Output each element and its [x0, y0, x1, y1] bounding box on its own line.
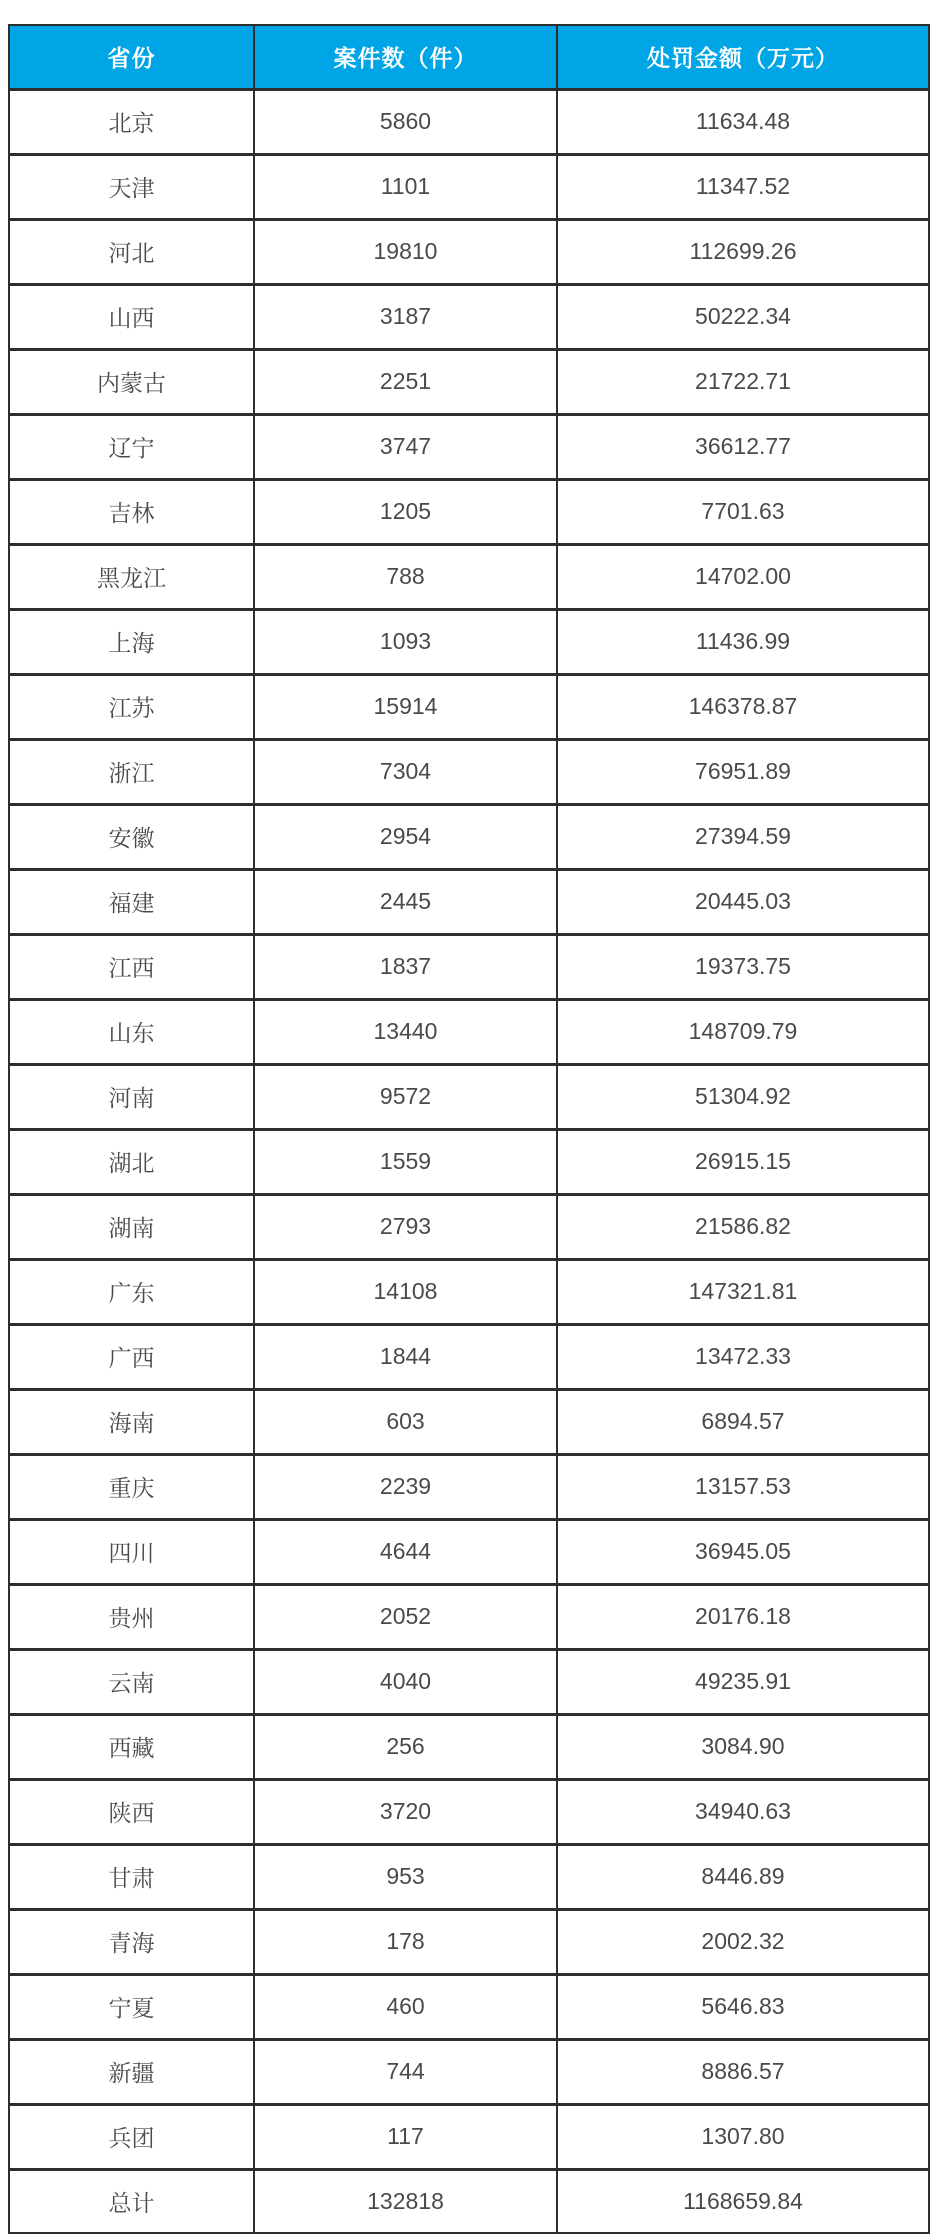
cases-cell: 19810: [254, 219, 557, 284]
cases-cell: 1101: [254, 154, 557, 219]
province-cell: 宁夏: [9, 1974, 254, 2039]
table-row: [9, 869, 929, 934]
amount-cell: 1168659.84: [557, 2169, 929, 2234]
table-row: [9, 1779, 929, 1844]
province-cell: 河南: [9, 1064, 254, 1129]
cases-cell: 4040: [254, 1649, 557, 1714]
table-row: [9, 1454, 929, 1519]
cases-cell: 744: [254, 2039, 557, 2104]
cases-cell: 460: [254, 1974, 557, 2039]
province-cell: 广西: [9, 1324, 254, 1389]
province-cell: 陕西: [9, 1779, 254, 1844]
cases-cell: 178: [254, 1909, 557, 1974]
table-row: [9, 999, 929, 1064]
amount-cell: 148709.79: [557, 999, 929, 1064]
table-row: [9, 2104, 929, 2169]
amount-cell: 50222.34: [557, 284, 929, 349]
province-cell: 河北: [9, 219, 254, 284]
cases-cell: 1093: [254, 609, 557, 674]
col-header-province: 省份: [9, 25, 254, 89]
table-row: [9, 609, 929, 674]
cases-cell: 4644: [254, 1519, 557, 1584]
table-row: [9, 349, 929, 414]
amount-cell: 5646.83: [557, 1974, 929, 2039]
amount-cell: 13472.33: [557, 1324, 929, 1389]
table-row: [9, 1129, 929, 1194]
table-row: [9, 804, 929, 869]
table-row: [9, 544, 929, 609]
cases-cell: 132818: [254, 2169, 557, 2234]
amount-cell: 146378.87: [557, 674, 929, 739]
province-cell: 重庆: [9, 1454, 254, 1519]
amount-cell: 27394.59: [557, 804, 929, 869]
cases-cell: 15914: [254, 674, 557, 739]
province-cell: 西藏: [9, 1714, 254, 1779]
amount-cell: 36612.77: [557, 414, 929, 479]
amount-cell: 8446.89: [557, 1844, 929, 1909]
col-header-amount: 处罚金额（万元）: [557, 25, 929, 89]
province-cell: 北京: [9, 89, 254, 154]
cases-cell: 1559: [254, 1129, 557, 1194]
amount-cell: 51304.92: [557, 1064, 929, 1129]
province-cell: 江苏: [9, 674, 254, 739]
province-cell: 安徽: [9, 804, 254, 869]
cases-cell: 3747: [254, 414, 557, 479]
amount-cell: 112699.26: [557, 219, 929, 284]
amount-cell: 147321.81: [557, 1259, 929, 1324]
province-cell: 兵团: [9, 2104, 254, 2169]
province-penalty-table: [8, 24, 930, 2234]
cases-cell: 3187: [254, 284, 557, 349]
amount-cell: 34940.63: [557, 1779, 929, 1844]
amount-cell: 7701.63: [557, 479, 929, 544]
province-cell: 内蒙古: [9, 349, 254, 414]
cases-cell: 2251: [254, 349, 557, 414]
table-row: [9, 739, 929, 804]
cases-cell: 2793: [254, 1194, 557, 1259]
cases-cell: 1205: [254, 479, 557, 544]
province-cell: 总计: [9, 2169, 254, 2234]
table-row: [9, 1909, 929, 1974]
table-row: [9, 1259, 929, 1324]
amount-cell: 76951.89: [557, 739, 929, 804]
cases-cell: 2239: [254, 1454, 557, 1519]
amount-cell: 49235.91: [557, 1649, 929, 1714]
province-cell: 福建: [9, 869, 254, 934]
table-row: [9, 1584, 929, 1649]
cases-cell: 2954: [254, 804, 557, 869]
table-row: [9, 1714, 929, 1779]
table-row: [9, 284, 929, 349]
col-header-cases: 案件数（件）: [254, 25, 557, 89]
cases-cell: 117: [254, 2104, 557, 2169]
amount-cell: 11347.52: [557, 154, 929, 219]
table-row: [9, 1324, 929, 1389]
cases-cell: 9572: [254, 1064, 557, 1129]
province-cell: 青海: [9, 1909, 254, 1974]
province-cell: 广东: [9, 1259, 254, 1324]
cases-cell: 5860: [254, 89, 557, 154]
cases-cell: 788: [254, 544, 557, 609]
cases-cell: 13440: [254, 999, 557, 1064]
province-cell: 湖南: [9, 1194, 254, 1259]
province-cell: 吉林: [9, 479, 254, 544]
cases-cell: 953: [254, 1844, 557, 1909]
province-cell: 黑龙江: [9, 544, 254, 609]
cases-cell: 2052: [254, 1584, 557, 1649]
table-row: [9, 1064, 929, 1129]
cases-cell: 14108: [254, 1259, 557, 1324]
table-row: [9, 674, 929, 739]
table-row: [9, 1519, 929, 1584]
province-cell: 湖北: [9, 1129, 254, 1194]
province-cell: 海南: [9, 1389, 254, 1454]
amount-cell: 1307.80: [557, 2104, 929, 2169]
province-cell: 新疆: [9, 2039, 254, 2104]
table-row: [9, 414, 929, 479]
amount-cell: 26915.15: [557, 1129, 929, 1194]
amount-cell: 21722.71: [557, 349, 929, 414]
province-cell: 山东: [9, 999, 254, 1064]
amount-cell: 20176.18: [557, 1584, 929, 1649]
table-row: [9, 2039, 929, 2104]
amount-cell: 13157.53: [557, 1454, 929, 1519]
cases-cell: 2445: [254, 869, 557, 934]
table-row: [9, 154, 929, 219]
cases-cell: 1837: [254, 934, 557, 999]
province-cell: 江西: [9, 934, 254, 999]
amount-cell: 11436.99: [557, 609, 929, 674]
amount-cell: 11634.48: [557, 89, 929, 154]
province-cell: 天津: [9, 154, 254, 219]
province-cell: 甘肃: [9, 1844, 254, 1909]
cases-cell: 1844: [254, 1324, 557, 1389]
cases-cell: 256: [254, 1714, 557, 1779]
amount-cell: 3084.90: [557, 1714, 929, 1779]
total-row: [9, 2169, 929, 2234]
cases-cell: 603: [254, 1389, 557, 1454]
amount-cell: 8886.57: [557, 2039, 929, 2104]
amount-cell: 21586.82: [557, 1194, 929, 1259]
province-cell: 山西: [9, 284, 254, 349]
table-body: [9, 89, 929, 2234]
amount-cell: 2002.32: [557, 1909, 929, 1974]
cases-cell: 7304: [254, 739, 557, 804]
amount-cell: 6894.57: [557, 1389, 929, 1454]
province-cell: 贵州: [9, 1584, 254, 1649]
province-cell: 浙江: [9, 739, 254, 804]
table-row: [9, 1649, 929, 1714]
province-cell: 辽宁: [9, 414, 254, 479]
amount-cell: 36945.05: [557, 1519, 929, 1584]
province-cell: 四川: [9, 1519, 254, 1584]
table-row: [9, 1844, 929, 1909]
table-row: [9, 89, 929, 154]
header-row: [9, 25, 929, 89]
table-row: [9, 1974, 929, 2039]
table-row: [9, 1389, 929, 1454]
amount-cell: 14702.00: [557, 544, 929, 609]
amount-cell: 19373.75: [557, 934, 929, 999]
table-row: [9, 219, 929, 284]
table-row: [9, 1194, 929, 1259]
amount-cell: 20445.03: [557, 869, 929, 934]
table-row: [9, 934, 929, 999]
province-cell: 上海: [9, 609, 254, 674]
province-cell: 云南: [9, 1649, 254, 1714]
cases-cell: 3720: [254, 1779, 557, 1844]
table-row: [9, 479, 929, 544]
